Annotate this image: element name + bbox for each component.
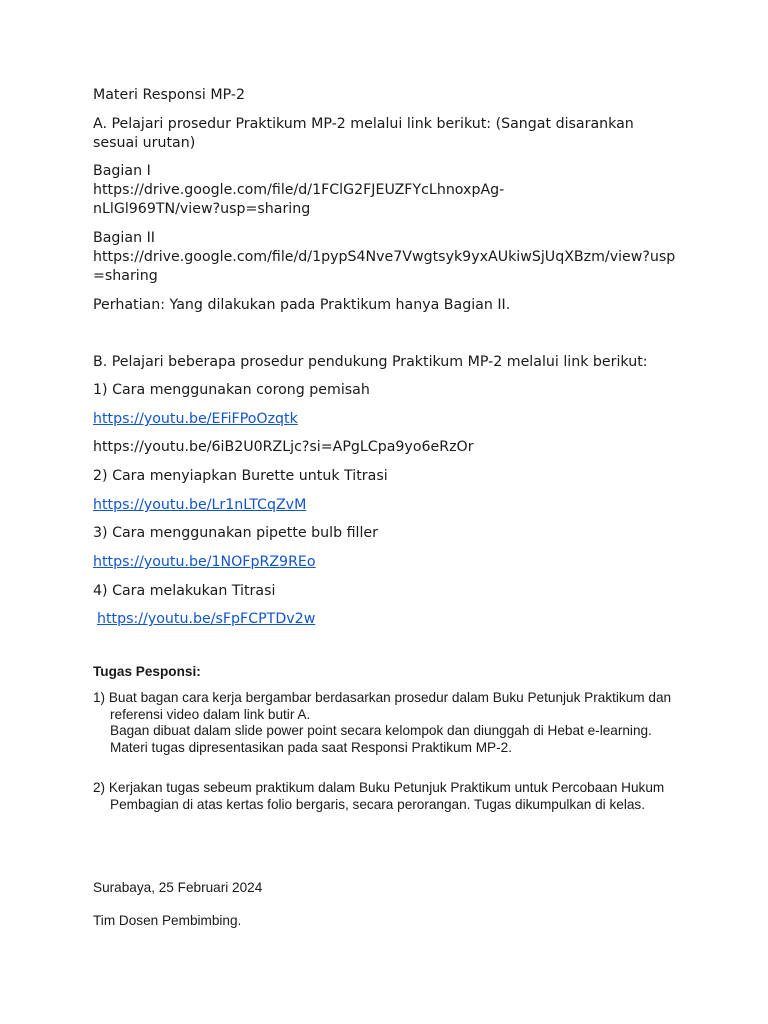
item-4-link[interactable]: https://youtu.be/sFpFCPTDv2w (97, 611, 316, 627)
section-b-heading: B. Pelajari beberapa prosedur pendukung Praktikum MP-2 melalui link berikut: (93, 354, 648, 370)
item-2-label: 2) Cara menyiapkan Burette untuk Titrasi (93, 468, 388, 484)
item-1-label: 1) Cara menggunakan corong pemisah (93, 382, 370, 398)
bagian-1-block (93, 162, 683, 219)
tugas-item-1 (93, 690, 695, 756)
document-title: Materi Responsi MP-2 (93, 87, 246, 103)
item-1-link[interactable]: https://youtu.be/EFiFPoOzqtk (93, 411, 298, 427)
item-3-link[interactable]: https://youtu.be/1NOFpRZ9REo (93, 554, 316, 570)
bagian-1-url[interactable]: https://drive.google.com/file/d/1FClG2FJEUZFYcLhnoxpAg-nLlGl969TN/view?usp=sharing (93, 182, 505, 217)
bagian-2-url[interactable]: https://drive.google.com/file/d/1pypS4Nve7Vwgtsyk9yxAUkiwSjUqXBzm/view?usp=sharing (93, 249, 676, 284)
tugas-heading: Tugas Pesponsi: (93, 664, 201, 679)
tugas-item-1-line-1: 1) Buat bagan cara kerja bergambar berdasarkan prosedur dalam Buku Petunjuk Praktikum dan referensi video dalam link butir A. (93, 690, 672, 722)
bagian-1-label: Bagian I (93, 163, 151, 179)
signature: Tim Dosen Pembimbing. (93, 913, 242, 928)
item-2-link[interactable]: https://youtu.be/Lr1nLTCqZvM (93, 497, 307, 513)
item-1-plain-url: https://youtu.be/6iB2U0RZLjc?si=APgLCpa9yo6eRzOr (93, 439, 474, 455)
tugas-item-1-line-3: Materi tugas dipresentasikan pada saat Responsi Praktikum MP-2. (110, 739, 512, 755)
tugas-item-2 (93, 780, 695, 813)
item-3-label: 3) Cara menggunakan pipette bulb filler (93, 525, 378, 541)
section-a-note: Perhatian: Yang dilakukan pada Praktikum hanya Bagian II. (93, 297, 511, 313)
place-date: Surabaya, 25 Februari 2024 (93, 880, 263, 895)
bagian-2-label: Bagian II (93, 230, 155, 246)
tugas-item-2-text: 2) Kerjakan tugas sebeum praktikum dalam Buku Petunjuk Praktikum untuk Percobaan Hukum Pembagian di atas kertas folio bergaris, secara perorangan. Tugas dikumpulkan di kelas. (93, 780, 665, 812)
item-4-label: 4) Cara melakukan Titrasi (93, 583, 276, 599)
section-a-heading: A. Pelajari prosedur Praktikum MP-2 melalui link berikut: (Sangat disarankan sesuai urutan) (93, 116, 634, 151)
tugas-item-1-line-2: Bagan dibuat dalam slide power point secara kelompok dan diunggah di Hebat e-learning. (110, 723, 652, 738)
bagian-2-block (93, 229, 683, 286)
